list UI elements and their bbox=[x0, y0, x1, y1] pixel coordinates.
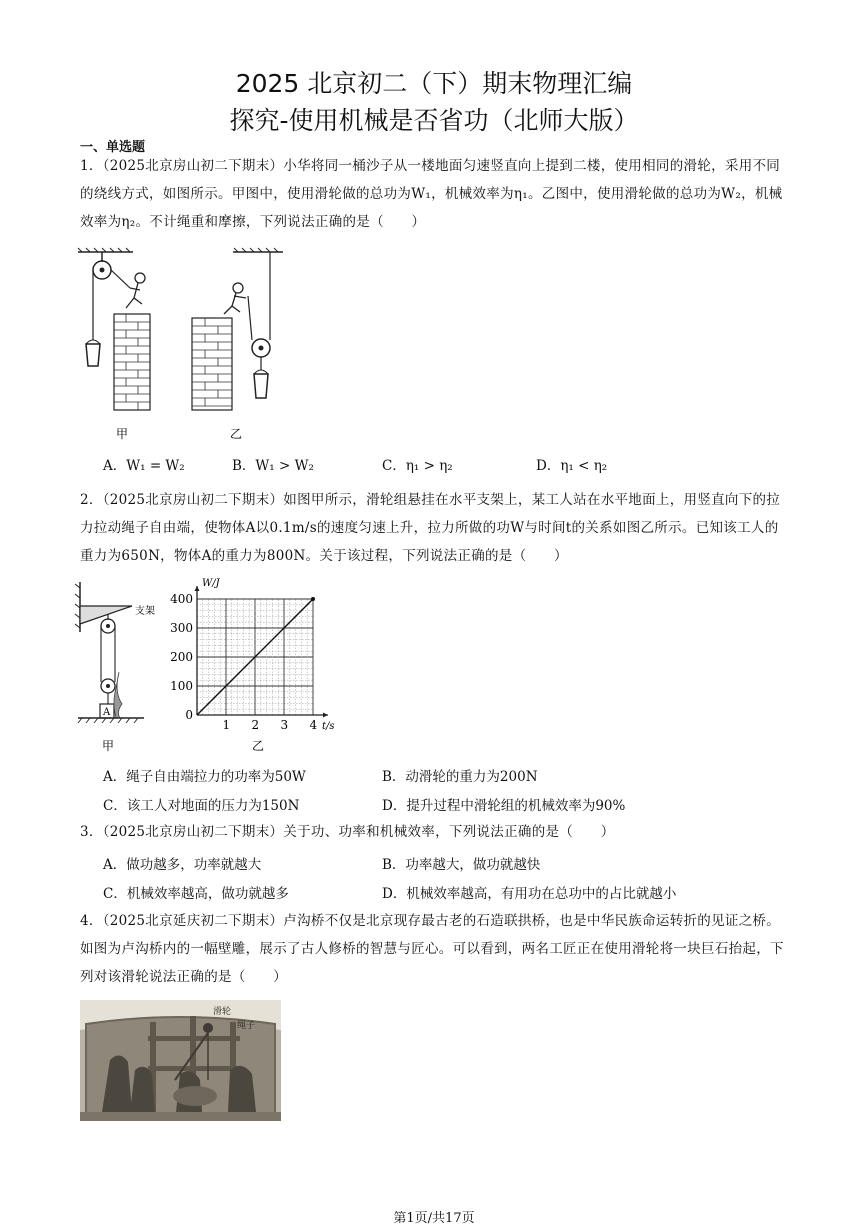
series-end-point bbox=[311, 597, 315, 601]
question-3-text: 3．（2025北京房山初二下期末）关于功、功率和机械效率，下列说法正确的是（ ） bbox=[80, 824, 615, 840]
support-label: 支架 bbox=[135, 606, 155, 617]
q3-option-d: D．机械效率越高，有用功在总功中的占比就越小 bbox=[382, 886, 677, 902]
q3-option-c: C．机械效率越高，做功就越多 bbox=[103, 886, 289, 902]
photo-label-pulley: 滑轮 bbox=[213, 1007, 232, 1017]
x-tick-label: 4 bbox=[309, 718, 318, 732]
x-tick-label: 1 bbox=[222, 718, 231, 732]
x-axis-label: t/s bbox=[322, 721, 335, 732]
relief-carving-photo bbox=[80, 1000, 281, 1121]
page-footer: 第1页/共17页 bbox=[393, 1211, 475, 1226]
page-title-line1: 2025 北京初二（下）期末物理汇编 bbox=[235, 69, 633, 98]
x-tick-label: 2 bbox=[251, 718, 260, 732]
q3-option-b: B．功率越大，做功就越快 bbox=[382, 857, 541, 873]
q2-option-b: B．动滑轮的重力为200N bbox=[382, 769, 538, 785]
q2-option-a: A．绳子自由端拉力的功率为50W bbox=[103, 769, 306, 785]
q2-option-c: C．该工人对地面的压力为150N bbox=[103, 798, 300, 814]
q1-option-c: C．η₁ > η₂ bbox=[382, 458, 453, 474]
q3-option-a: A．做功越多，功率就越大 bbox=[103, 857, 262, 873]
question-1-text: 1．（2025北京房山初二下期末）小华将同一桶沙子从一楼地面匀速竖直向上提到二楼，使用相同的滑轮，采用不同的绕线方式，如图所示。甲图中，使用滑轮做的总功为W₁，机械效率为η₁。乙图中，使用滑轮做的总功为W₂，机械效率为η₂。不计绳重和摩擦，下列说法正确的是（ ） bbox=[80, 158, 783, 230]
x-tick-label: 3 bbox=[280, 718, 289, 732]
pulley-figure-q1 bbox=[78, 248, 298, 448]
page-title-line2: 探究-使用机械是否省功（北师大版） bbox=[229, 106, 639, 135]
figure2-label-yi: 乙 bbox=[252, 739, 265, 753]
figure-label-jia: 甲 bbox=[116, 427, 129, 441]
y-tick-label: 0 bbox=[185, 708, 193, 722]
y-tick-label: 300 bbox=[170, 621, 193, 635]
question-2-text: 2．（2025北京房山初二下期末）如图甲所示，滑轮组悬挂在水平支架上，某工人站在水平地面上，用竖直向下的拉力拉动绳子自由端，使物体A以0.1m/s的速度匀速上升，拉力所做的功W与时间t的关系如图乙所示。已知该工人的重力为650N，物体A的重力为800N。关于该过程，下列说法正确的是（ ） bbox=[80, 492, 781, 564]
y-axis-label: W/J bbox=[202, 578, 220, 589]
q1-option-a: A．W₁ = W₂ bbox=[103, 458, 185, 474]
object-a-label: A bbox=[103, 707, 111, 718]
figure2-label-jia: 甲 bbox=[102, 739, 115, 753]
question-4-text: 4．（2025北京延庆初二下期末）卢沟桥不仅是北京现存最古老的石造联拱桥，也是中华民族命运转折的见证之桥。如图为卢沟桥内的一幅壁雕，展示了古人修桥的智慧与匠心。可以看到，两名工匠正在使用滑轮将一块巨石抬起，下列对该滑轮说法正确的是（ ） bbox=[80, 913, 784, 985]
y-tick-label: 100 bbox=[170, 679, 193, 693]
y-tick-label: 400 bbox=[170, 592, 193, 606]
work-time-chart bbox=[168, 578, 348, 754]
q1-option-b: B．W₁ > W₂ bbox=[232, 458, 314, 474]
pulley-block-figure bbox=[78, 582, 168, 752]
photo-label-rope: 绳子 bbox=[237, 1021, 256, 1031]
figure-label-yi: 乙 bbox=[230, 427, 243, 441]
section-heading: 一、单选题 bbox=[80, 140, 146, 155]
q2-option-d: D．提升过程中滑轮组的机械效率为90% bbox=[382, 798, 626, 814]
y-tick-label: 200 bbox=[170, 650, 193, 664]
q1-option-d: D．η₁ < η₂ bbox=[536, 458, 608, 474]
